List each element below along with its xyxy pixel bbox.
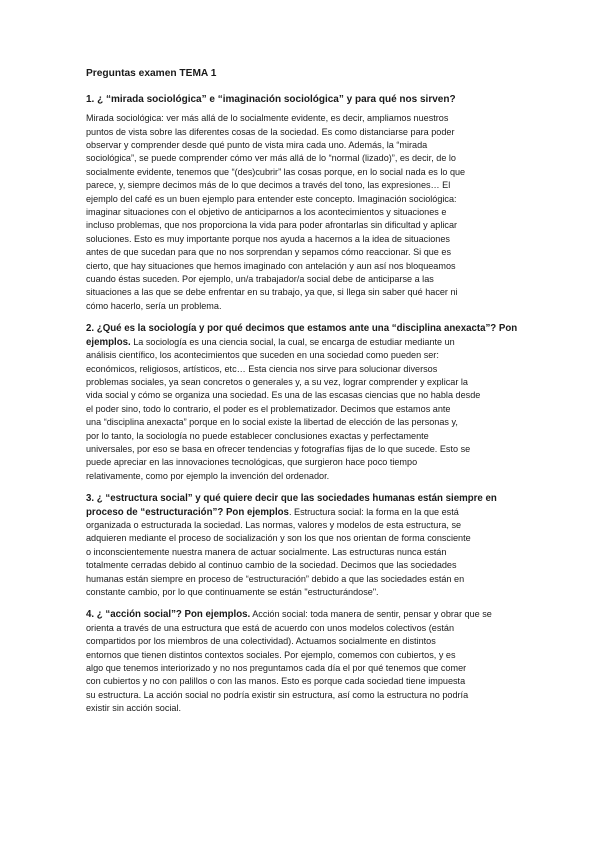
- answer-line: antes de que sucedan para que no nos sorprendan y sepamos cómo reaccionar. Si que es: [86, 247, 451, 258]
- answer-line: puntos de vista sobre las diferentes cosas de la sociedad. Es como distanciarse para poder: [86, 126, 455, 137]
- answer-line: humanas están siempre en proceso de “estructuración” debido a que las sociedades están en: [86, 573, 465, 584]
- answer-line: cuando éstas suceden. Por ejemplo, un/a trabajador/a social debe de anticiparse a las: [86, 274, 434, 285]
- answer-line: análisis científico, los acontecimientos que suceden en una sociedad como pueden ser:: [86, 350, 439, 361]
- answer-line: soluciones. Esto es muy importante porque nos ayuda a hacernos a la idea de situaciones: [86, 233, 450, 244]
- answer-line: puede apreciar en las innovaciones tecnológicas, que surgieron hace poco tiempo: [86, 457, 418, 468]
- answer-line: [86, 336, 518, 349]
- answer-line: económicos, religiosos, artísticos, etc… Esta ciencia nos sirve para solucionar diversos: [86, 363, 438, 374]
- answer-line: [86, 506, 518, 519]
- document-page: [86, 66, 518, 725]
- answer-line: sociológica”, se puede comprender cómo ver más allá de lo “normal (lizado)”, es decir, de lo: [86, 153, 456, 164]
- question-2-answer: [86, 322, 518, 483]
- answer-line: cierto, que hay situaciones que hemos imaginado con antelación y aun así nos bloqueamos: [86, 260, 456, 271]
- question-3-title-end: proceso de “estructuración”? Pon ejemplos: [86, 506, 289, 518]
- answer-line: problemas sociales, ya sean concretos o generales y, a su vez, lograr comprender y explicar la: [86, 376, 468, 387]
- question-2-section: [86, 322, 518, 483]
- answer-line: cómo hacerlo, sería un problema.: [86, 300, 222, 311]
- answer-line: compartidos por los miembros de una colectividad). Actuamos socialmente en distintos: [86, 636, 436, 647]
- question-3-title: [86, 492, 518, 505]
- document-title: Preguntas examen TEMA 1: [86, 68, 217, 79]
- answer-line: imaginar situaciones con el objetivo de anticiparnos a los acontecimientos y situaciones e: [86, 207, 447, 218]
- answer-line: Mirada sociológica: ver más allá de lo socialmente evidente, es decir, ampliamos nuestros: [86, 113, 449, 124]
- answer-line: una “disciplina anexacta” porque en lo social existe la libertad de elección de las personas y,: [86, 417, 458, 428]
- answer-line: socialmente evidente, tenemos que “(des)cubrir” las cosas porque, en lo social nada es lo que: [86, 166, 466, 177]
- answer-line: incluso problemas, que nos proporciona la vida para poder afrontarlas sin dificultad y aplicar: [86, 220, 458, 231]
- answer-text: La sociología es una ciencia social, la cual, se encarga de estudiar mediante un: [130, 336, 455, 347]
- question-2-title: [86, 322, 518, 335]
- answer-line: entornos que tienen distintos contextos sociales. Por ejemplo, comemos con cubiertos, y es: [86, 649, 456, 660]
- answer-line: por lo tanto, la sociología no puede establecer conclusiones exactas y perfectamente: [86, 430, 429, 441]
- answer-line: universales, por eso se basa en ofrecer tendencias y fotografías fijas de lo que sucede. Esto se: [86, 443, 471, 454]
- answer-line: su estructura. La acción social no podría existir sin estructura, así como la estructura no podría: [86, 689, 469, 700]
- answer-line: constante cambio, por lo que continuamente se están "estructurándose".: [86, 587, 379, 598]
- question-2-title-end: ejemplos.: [86, 336, 131, 348]
- answer-line: el poder sino, todo lo contrario, el poder es el problematizador. Decimos que estamos ante: [86, 403, 451, 414]
- question-1-answer: [86, 112, 518, 313]
- answer-line: orienta a través de una estructura que está de acuerdo con unos modelos colectivos (están: [86, 622, 455, 633]
- question-2-title-text: 2. ¿Qué es la sociología y por qué decimos que estamos ante una “disciplina anexacta”? Pon: [86, 323, 518, 335]
- answer-line: situaciones a las que se debe enfrentar en su trabajo, ya que, si llega sin saber qué hacer ni: [86, 287, 458, 298]
- answer-line: ejemplo del café es un buen ejemplo para entender este concepto. Imaginación sociológica:: [86, 193, 457, 204]
- answer-line: totalmente cerradas debido al continuo cambio de la sociedad. Decimos que las sociedades: [86, 560, 457, 571]
- answer-line: organizada o estructurada la sociedad. Las normas, valores y modelos de esta estructura, se: [86, 519, 462, 530]
- question-4-answer: [86, 608, 518, 715]
- answer-line: algo que tenemos interiorizado y no nos preguntamos cada día el por qué tenemos que comer: [86, 663, 467, 674]
- question-1-section: [86, 93, 518, 313]
- question-3-answer: [86, 492, 518, 599]
- answer-text: Acción social: toda manera de sentir, pensar y obrar que se: [250, 609, 492, 620]
- answer-text: . Estructura social: la forma en la que está: [288, 506, 459, 517]
- answer-line: observar y comprender desde qué punto de vista mira cada uno. Además, la “mirada: [86, 140, 428, 151]
- answer-line: parece, y, siempre decimos más de lo que decimos a través del tono, las expresiones… El: [86, 180, 451, 191]
- question-3-title-text: 3. ¿ “estructura social” y qué quiere decir que las sociedades humanas están siempre en: [86, 493, 497, 505]
- answer-line: existir sin acción social.: [86, 703, 182, 714]
- question-4-section: [86, 608, 518, 715]
- question-4-title: [86, 608, 518, 621]
- answer-line: con cubiertos y no con palillos o con las manos. Esto es porque cada sociedad tiene impuesta: [86, 676, 466, 687]
- answer-line: o inconscientemente nuestra manera de actuar socialmente. Las estructuras nunca están: [86, 546, 447, 557]
- answer-line: relativamente, como por ejemplo la invención del ordenador.: [86, 470, 330, 481]
- answer-line: adquieren mediante el proceso de socialización y son los que nos orientan de forma consciente: [86, 533, 471, 544]
- question-4-title-text: 4. ¿ “acción social”? Pon ejemplos.: [86, 609, 251, 621]
- question-3-section: [86, 492, 518, 599]
- question-1-title: 1. ¿ “mirada sociológica” e “imaginación sociológica” y para qué nos sirven?: [86, 94, 456, 105]
- answer-line: vida social y cómo se organiza una sociedad. Es una de las escasas ciencias que no habla desde: [86, 390, 481, 401]
